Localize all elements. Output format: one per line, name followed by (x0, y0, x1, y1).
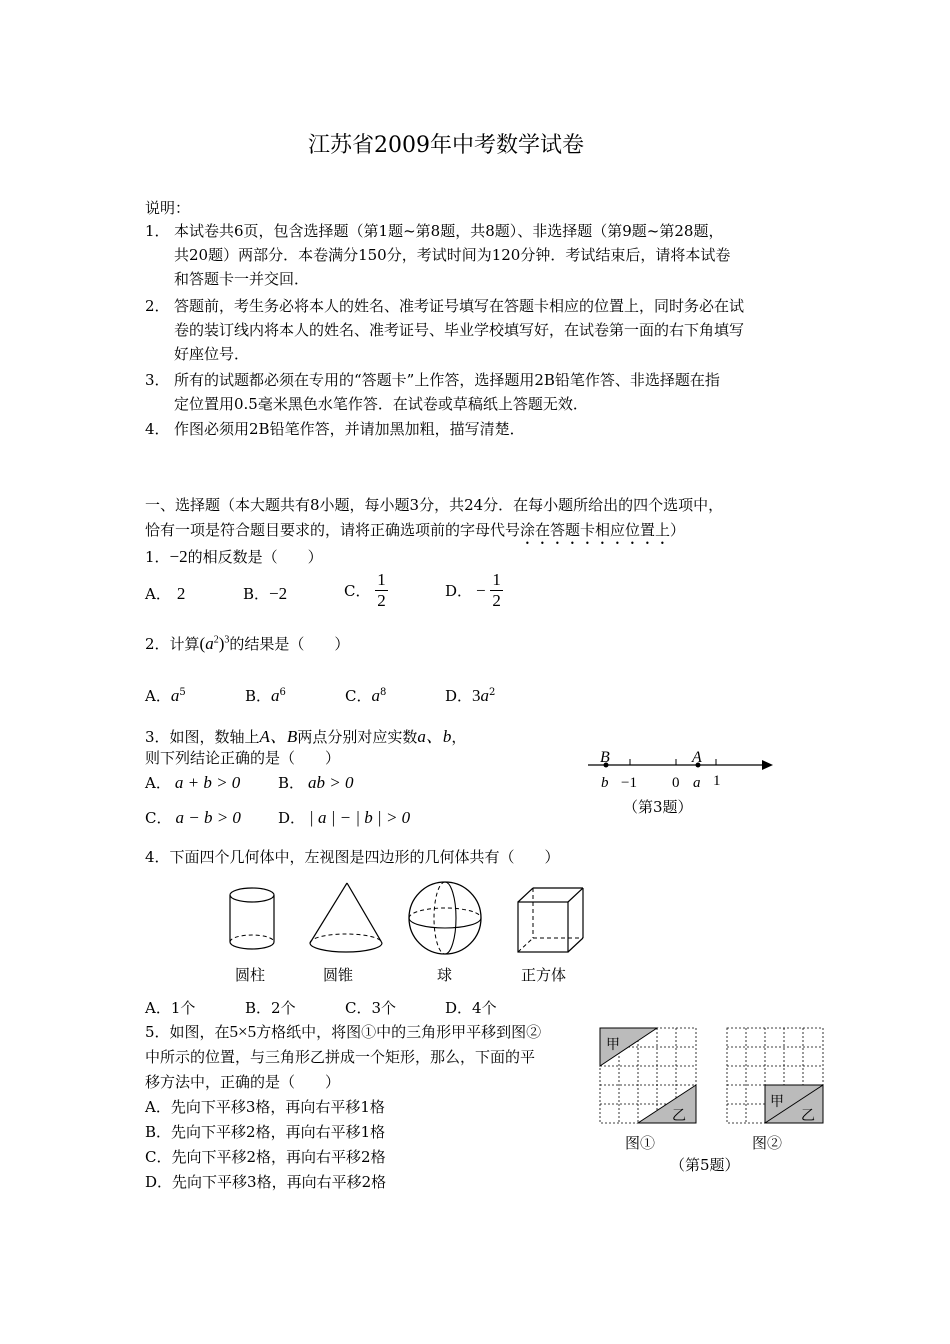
q2-option-d-base: a (480, 686, 490, 705)
q4-option-a: A．1个 (145, 999, 196, 1017)
q1-stem (145, 546, 323, 567)
label-A: A (692, 749, 702, 766)
shape-label-cylinder: 圆柱 (235, 966, 266, 984)
instruction-1-line-2: 共20题）两部分．本卷满分150分，考试时间为120分钟．考试结束后，请将本试卷 (174, 246, 731, 264)
q1-option-b-label: B． (243, 585, 270, 603)
q1-option-b-value: −2 (269, 584, 288, 603)
q2-option-a-base: a (170, 686, 180, 705)
q3-option-c-label: C． (145, 809, 172, 827)
q2-option-c (345, 685, 386, 706)
shape-label-sphere: 球 (437, 966, 453, 984)
q5-option-a: A．先向下平移3格，再向右平移1格 (145, 1098, 385, 1116)
instruction-1-line-1: 本试卷共6页，包含选择题（第1题~第8题，共8题）、非选择题（第9题~第28题， (174, 222, 724, 240)
label-B: B (600, 749, 610, 766)
q1-option-c-denominator: 2 (377, 591, 386, 610)
page-title: 江苏省2009年中考数学试卷 (308, 133, 584, 158)
instructions-heading: 说明： (145, 199, 191, 217)
instruction-4-line-1: 作图必须用2B铅笔作答，并请加黑加粗，描写清楚． (174, 420, 525, 438)
section-1-emphasis: 涂在答题卡相应位置上 (520, 521, 671, 539)
q2-option-d-label: D． (445, 687, 473, 705)
q5-text-2: 方格纸中，将图①中的三角形甲平移到图② (256, 1023, 542, 1041)
q2-text: 的结果是（ ） (229, 635, 350, 653)
q1-option-d-label: D． (445, 582, 473, 600)
q2-option-c-base: a (371, 686, 380, 705)
instruction-2-line-1: 答题前，考生务必将本人的姓名、准考证号填写在答题卡相应的位置上，同时务必在试 (174, 297, 745, 315)
section-1-line-2-text: 恰有一项是符合题目要求的，请将正确选项前的字母代号 (145, 521, 521, 539)
q2-option-b-label: B． (245, 687, 272, 705)
q3-option-b-label: B． (278, 774, 305, 792)
tick-label-a: a (693, 775, 701, 791)
label-jia-fig1: 甲 (606, 1038, 620, 1053)
instruction-1-line-3: 和答题卡一并交回． (174, 270, 310, 288)
q2-option-b-exp: 6 (279, 687, 286, 698)
q3-option-d (278, 807, 410, 828)
cylinder-shape (230, 888, 274, 949)
label-jia-fig2: 甲 (770, 1095, 784, 1110)
sphere-shape (409, 882, 481, 954)
instruction-2-line-2: 卷的装订线内将本人的姓名、准考证号、毕业学校填写好，在试卷第一面的右下角填写 (174, 321, 745, 339)
q1-option-d-fraction (490, 570, 503, 611)
q3-caption: （第3题） (623, 798, 693, 816)
instruction-2-num: 2． (145, 297, 170, 315)
q1-option-b (243, 583, 287, 604)
q1-option-a-value: 2 (176, 584, 186, 603)
q1-option-d-numerator: 1 (492, 570, 501, 589)
tick-label-0: 0 (672, 775, 680, 791)
q5-option-b: B．先向下平移2格，再向右平移1格 (145, 1123, 386, 1141)
cube-shape (518, 888, 583, 952)
q1-option-a (145, 583, 185, 604)
q2-option-c-exp: 8 (379, 687, 387, 698)
shape-label-cone: 圆锥 (323, 966, 354, 984)
q5-grid-figure-2 (725, 1025, 829, 1129)
tick-label-minus1: −1 (621, 775, 637, 791)
q4-option-d: D．4个 (445, 999, 497, 1017)
q2-option-b (245, 685, 286, 706)
q2-option-a (145, 685, 186, 706)
q5-caption: （第5题） (670, 1156, 740, 1174)
q1-option-d-sign: − (476, 580, 486, 600)
q2-option-d-coef: 3 (472, 686, 481, 705)
q3-option-d-value: | a | − | b | > 0 (309, 808, 411, 827)
q3-option-d-label: D． (278, 809, 306, 827)
q1-number: 1． (145, 548, 170, 566)
q4-option-c: C．3个 (345, 999, 397, 1017)
q3-text-1: 3．如图，数轴上 (145, 728, 260, 746)
q1-option-c-numerator: 1 (377, 570, 386, 589)
instruction-3-num: 3． (145, 371, 170, 389)
cone-shape (310, 883, 382, 952)
label-yi-fig1: 乙 (672, 1109, 686, 1124)
triangle-yi-fig1 (638, 1085, 696, 1123)
q2-expression: $(a^2)^3$ (199, 634, 230, 653)
q1-option-d (445, 570, 503, 611)
q5-grid-figure-1 (598, 1025, 702, 1129)
section-1-line-2 (145, 519, 685, 548)
q2-option-a-exp: 5 (179, 687, 186, 698)
q3-stem-line-1 (145, 722, 466, 747)
q2-option-d (445, 685, 495, 706)
q1-text: 的相反数是（ ） (187, 548, 323, 566)
q2-option-a-label: A． (145, 687, 171, 705)
q5-text-1: 5．如图，在 (145, 1023, 230, 1041)
shape-label-cube: 正方体 (521, 966, 567, 984)
q3-points: A、B (259, 727, 298, 746)
q2-stem (145, 633, 349, 654)
q1-option-a-label: A． (145, 585, 171, 603)
q3-option-a-value: a + b > 0 (174, 773, 241, 792)
tick-label-1: 1 (713, 773, 721, 789)
q5-stem-line-3: 移方法中，正确的是（ ） (145, 1073, 341, 1091)
instruction-2-line-3: 好座位号． (174, 345, 250, 363)
q5-fig2-label: 图② (752, 1134, 783, 1152)
q4-option-b: B．2个 (245, 999, 296, 1017)
q3-option-a-label: A． (145, 774, 171, 792)
q3-stem-line-2: 则下列结论正确的是（ ） (145, 749, 341, 767)
q4-shapes-figure (220, 880, 590, 960)
q5-option-d: D．先向下平移3格，再向右平移2格 (145, 1173, 387, 1191)
q3-option-c-value: a − b > 0 (175, 808, 241, 827)
q1-option-c-label: C． (344, 582, 371, 600)
q3-option-b (278, 772, 354, 793)
q1-option-d-denominator: 2 (492, 591, 501, 610)
q2-option-b-base: a (271, 686, 280, 705)
q3-option-a (145, 772, 240, 793)
instruction-3-line-1: 所有的试题都必须在专用的“答题卡”上作答，选择题用2B铅笔作答、非选择题在指 (174, 371, 720, 389)
q3-text-2: 两点分别对应实数 (297, 728, 418, 746)
q5-fig1-label: 图① (625, 1134, 656, 1152)
section-1-line-1: 一、选择题（本大题共有8小题，每小题3分，共24分．在每小题所给出的四个选项中， (145, 496, 724, 514)
q5-math: 5×5 (229, 1022, 257, 1041)
section-1-line-2-end: ） (670, 521, 686, 539)
q3-text-3: ， (451, 728, 467, 746)
q2-option-c-label: C． (345, 687, 372, 705)
q2-option-d-exp: 2 (489, 687, 496, 698)
number-line-arrow (762, 760, 773, 770)
q2-number: 2．计算 (145, 635, 200, 653)
instruction-1-num: 1． (145, 222, 170, 240)
instruction-3-line-2: 定位置用0.5毫米黑色水笔作答．在试卷或草稿纸上答题无效． (174, 395, 588, 413)
q5-stem-line-1 (145, 1021, 541, 1042)
q1-option-c-fraction (375, 570, 388, 611)
q4-stem: 4．下面四个几何体中，左视图是四边形的几何体共有（ ） (145, 848, 560, 866)
instruction-4-num: 4． (145, 420, 170, 438)
q3-option-b-value: ab > 0 (308, 773, 354, 792)
q3-vars: a、b (417, 727, 452, 746)
q3-option-c (145, 807, 241, 828)
q1-math: −2 (169, 547, 188, 566)
q1-option-c (344, 570, 388, 611)
q5-stem-line-2: 中所示的位置，与三角形乙拼成一个矩形，那么，下面的平 (145, 1048, 536, 1066)
tick-label-b: b (601, 775, 609, 791)
label-yi-fig2: 乙 (801, 1109, 815, 1124)
q5-option-c: C．先向下平移2格，再向右平移2格 (145, 1148, 386, 1166)
